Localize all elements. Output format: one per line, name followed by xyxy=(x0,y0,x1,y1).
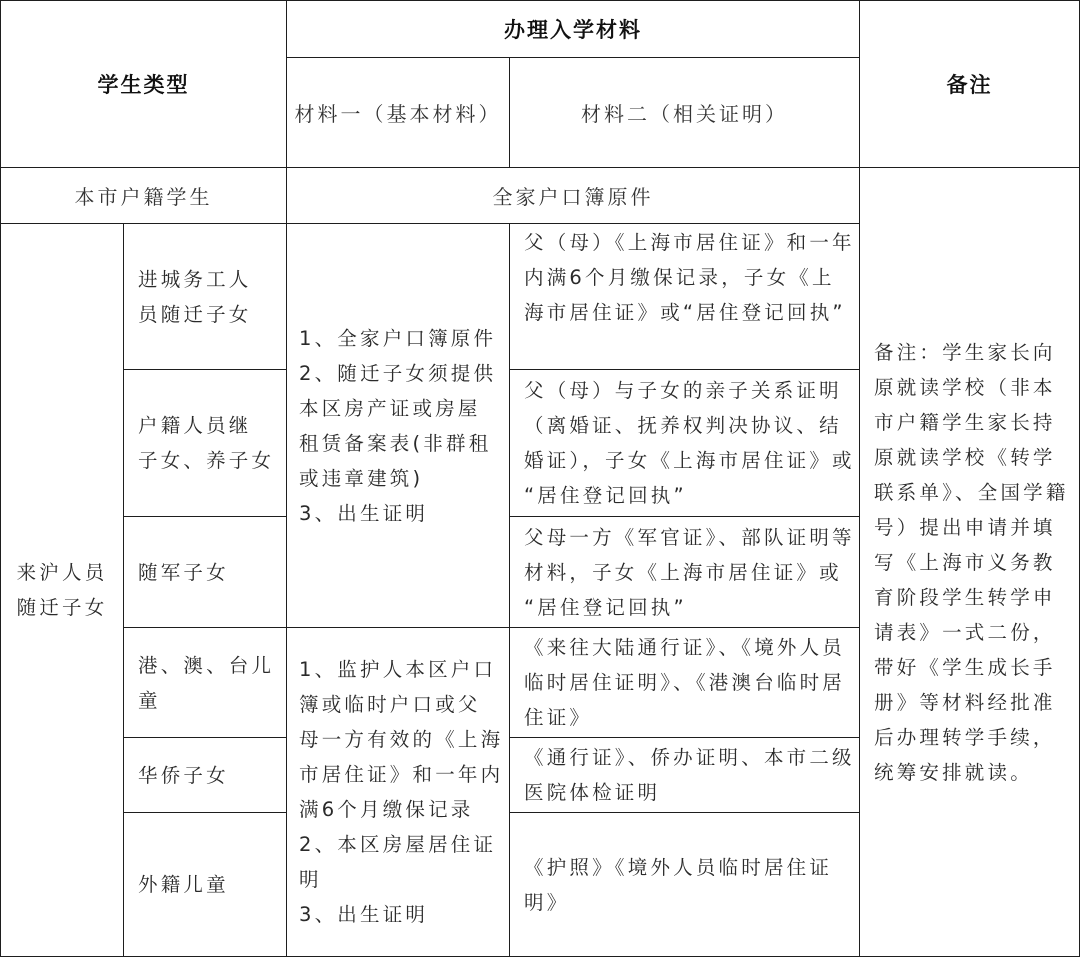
material-two-line: 明》 xyxy=(524,890,570,914)
material-one-line: 3、出生证明 xyxy=(299,501,429,525)
header-material-one-label: 材料一（基本材料） xyxy=(294,102,502,126)
material-one-line: 3、出生证明 xyxy=(299,903,429,926)
header-student-type-label: 学生类型 xyxy=(97,73,190,97)
type-military-children xyxy=(123,516,287,628)
material-two-migrant-worker xyxy=(509,223,860,370)
material-two-line: 父（母）与子女的亲子关系证明 xyxy=(524,379,842,402)
material-two-line: （离婚证、抚养权判决协议、结 xyxy=(524,414,842,437)
material-two-line: 《通行证》、侨办证明、本市二级 xyxy=(524,746,855,769)
local-student-type xyxy=(0,167,287,224)
material-two-line: 《护照》《境外人员临时居住证 xyxy=(524,855,833,879)
material-two-line: 海市居住证》或“居住登记回执” xyxy=(524,301,846,324)
remarks-line: 后办理转学手续， xyxy=(874,725,1056,749)
material-one-line: 2、本区房屋居住证 xyxy=(299,833,497,856)
type-overseas-chinese-children xyxy=(123,737,287,813)
material-two-line: 住证》 xyxy=(524,706,593,729)
material-one-group-b xyxy=(286,627,510,957)
material-one-line: 母一方有效的《上海 xyxy=(299,728,504,751)
remarks-line: 册》等材料经批准 xyxy=(874,690,1056,714)
header-student-type xyxy=(0,0,287,168)
header-materials xyxy=(286,0,860,58)
material-two-line: 材料，子女《上海市居住证》或 xyxy=(524,560,842,584)
type-line: 进城务工人 xyxy=(138,267,252,291)
material-two-line: “居住登记回执” xyxy=(524,484,687,507)
migrant-group-line: 来沪人员 xyxy=(16,561,108,584)
remarks-line: 原就读学校《转学 xyxy=(874,445,1056,469)
material-one-line: 满6个月缴保记录 xyxy=(299,798,474,821)
remarks-line: 请表》一式二份， xyxy=(874,620,1056,644)
header-material-one xyxy=(286,57,510,168)
material-two-line: 父母一方《军官证》、部队证明等 xyxy=(524,525,855,549)
material-two-line: 内满6个月缴保记录，子女《上 xyxy=(524,266,835,289)
material-two-foreign xyxy=(509,812,860,957)
type-line: 童 xyxy=(138,688,161,712)
material-two-line: 《来往大陆通行证》、《境外人员 xyxy=(524,636,846,659)
type-line: 港、澳、台儿 xyxy=(138,653,275,677)
material-two-line: “居住登记回执” xyxy=(524,595,687,619)
material-one-line: 市居住证》和一年内 xyxy=(299,763,504,786)
type-foreign-children xyxy=(123,812,287,957)
header-remarks-label: 备注 xyxy=(946,73,993,97)
material-two-line: 临时居住证明》、《港澳台临时居 xyxy=(524,671,846,694)
header-materials-label: 办理入学材料 xyxy=(504,18,642,42)
header-material-two-label: 材料二（相关证明） xyxy=(581,102,788,126)
type-hk-macau-taiwan-children xyxy=(123,627,287,738)
remarks-line: 市户籍学生家长持 xyxy=(874,410,1056,434)
remarks-line: 原就读学校（非本 xyxy=(874,375,1056,399)
type-line: 外籍儿童 xyxy=(138,873,229,896)
type-step-adopted-children xyxy=(123,369,287,517)
remarks-line: 写《上海市义务教 xyxy=(874,550,1056,574)
remarks-line: 备注：学生家长向 xyxy=(874,340,1056,364)
material-two-hk-macau-taiwan xyxy=(509,627,860,738)
material-one-line: 簿或临时户口或父 xyxy=(299,693,481,716)
material-one-group-a xyxy=(286,223,510,628)
remarks-cell xyxy=(859,167,1080,957)
material-one-line: 明 xyxy=(299,868,322,891)
type-line: 随军子女 xyxy=(138,560,229,584)
local-student-material-label: 全家户口簿原件 xyxy=(492,185,654,209)
remarks-line: 育阶段学生转学申 xyxy=(874,585,1056,609)
material-two-line: 婚证），子女《上海市居住证》或 xyxy=(524,449,855,472)
remarks-line: 统筹安排就读。 xyxy=(874,760,1033,784)
material-two-step-adopted xyxy=(509,369,860,517)
type-line: 华侨子女 xyxy=(138,763,229,787)
type-line: 子女、养子女 xyxy=(138,449,275,472)
material-two-military xyxy=(509,516,860,628)
type-migrant-worker-children xyxy=(123,223,287,370)
material-one-line: 2、随迁子女须提供 xyxy=(299,361,497,385)
local-student-type-label: 本市户籍学生 xyxy=(74,185,213,209)
header-material-two xyxy=(509,57,860,168)
material-one-line: 1、监护人本区户口 xyxy=(299,658,497,681)
material-one-line: 租赁备案表(非群租 xyxy=(299,431,492,455)
material-two-line: 医院体检证明 xyxy=(524,781,661,804)
local-student-material xyxy=(286,167,860,224)
material-one-line: 1、全家户口簿原件 xyxy=(299,326,497,350)
remarks-line: 联系单》、全国学籍 xyxy=(874,480,1069,504)
migrant-group-label xyxy=(0,223,124,957)
type-line: 员随迁子女 xyxy=(138,302,252,326)
remarks-line: 号）提出申请并填 xyxy=(874,515,1056,539)
type-line: 户籍人员继 xyxy=(138,414,252,437)
header-remarks xyxy=(859,0,1080,168)
material-two-overseas-chinese xyxy=(509,737,860,813)
migrant-group-line: 随迁子女 xyxy=(16,596,108,619)
material-one-line: 或违章建筑) xyxy=(299,466,424,490)
material-one-line: 本区房产证或房屋 xyxy=(299,396,481,420)
remarks-line: 带好《学生成长手 xyxy=(874,655,1056,679)
material-two-line: 父（母）《上海市居住证》和一年 xyxy=(524,231,855,254)
